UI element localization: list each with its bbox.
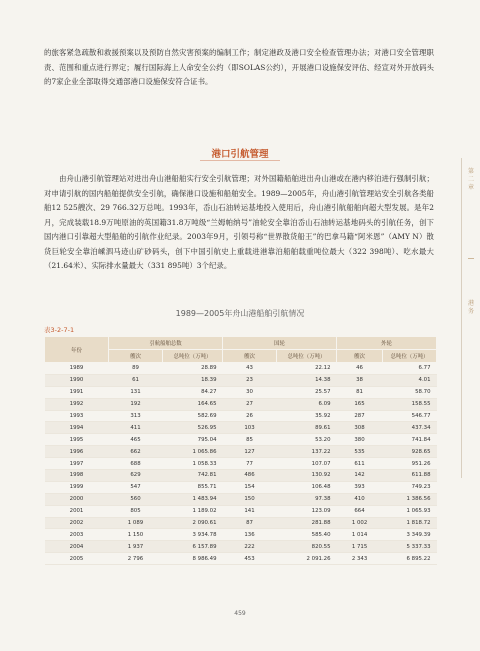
year-cell: 1999: [45, 481, 109, 493]
section-title-rule: [200, 160, 280, 161]
table-cell: 6 157.89: [163, 541, 223, 553]
table-cell: 546.77: [383, 410, 437, 422]
table-cell: 137.22: [277, 446, 337, 458]
table-cell: 526.95: [163, 422, 223, 434]
table-cell: 2 343: [337, 553, 383, 565]
table-cell: 127: [223, 446, 277, 458]
table-cell: 287: [337, 410, 383, 422]
table-cell: 23: [223, 374, 277, 386]
table-title: 1989—2005年舟山港船舶引航情况: [175, 309, 305, 318]
year-cell: 2001: [45, 505, 109, 517]
table-cell: 2 090.61: [163, 517, 223, 529]
table-cell: 154: [223, 481, 277, 493]
table-row: [45, 386, 437, 398]
table-cell: 165: [337, 398, 383, 410]
table-row: [45, 363, 437, 375]
table-cell: 1 483.94: [163, 493, 223, 505]
table-cell: 130.92: [277, 470, 337, 482]
column-header: 总吨位（万吨）: [277, 350, 337, 363]
year-cell: 1989: [45, 363, 109, 375]
table-cell: 25.57: [277, 386, 337, 398]
side-tab-divider: [468, 258, 474, 259]
table-cell: 18.39: [163, 374, 223, 386]
table-row: [45, 458, 437, 470]
side-tab-chapter: 第二章: [467, 168, 474, 191]
table-cell: 313: [109, 410, 163, 422]
table-cell: 1 189.02: [163, 505, 223, 517]
table-cell: 795.04: [163, 434, 223, 446]
column-header: 艘次: [337, 350, 383, 363]
table-cell: 136: [223, 529, 277, 541]
year-cell: 1996: [45, 446, 109, 458]
table-cell: 28.89: [163, 363, 223, 375]
column-header: 艘次: [223, 350, 277, 363]
table-cell: 14.38: [277, 374, 337, 386]
table-cell: 6.77: [383, 363, 437, 375]
table-row: [45, 434, 437, 446]
table-cell: 89: [109, 363, 163, 375]
table-cell: 308: [337, 422, 383, 434]
year-cell: 2002: [45, 517, 109, 529]
section-title: 港口引航管理: [211, 149, 269, 160]
table-cell: 27: [223, 398, 277, 410]
table-cell: 77: [223, 458, 277, 470]
table-code: 表3-2-7-1: [44, 326, 75, 334]
table-cell: 22.12: [277, 363, 337, 375]
table-cell: 87: [223, 517, 277, 529]
table-cell: 664: [337, 505, 383, 517]
table-cell: 820.55: [277, 541, 337, 553]
table-cell: 3 934.78: [163, 529, 223, 541]
year-cell: 1997: [45, 458, 109, 470]
table-cell: 1 014: [337, 529, 383, 541]
year-cell: 2000: [45, 493, 109, 505]
table-row: [45, 422, 437, 434]
table-row: [45, 470, 437, 482]
table-cell: 103: [223, 422, 277, 434]
total-group-header: 引航船舶总数: [109, 337, 223, 350]
table-cell: 1 150: [109, 529, 163, 541]
table-cell: 1 058.33: [163, 458, 223, 470]
table-cell: 97.38: [277, 493, 337, 505]
table-cell: 1 715: [337, 541, 383, 553]
table-cell: 2 796: [109, 553, 163, 565]
year-cell: 1998: [45, 470, 109, 482]
year-cell: 1995: [45, 434, 109, 446]
table-cell: 43: [223, 363, 277, 375]
table-cell: 106.48: [277, 481, 337, 493]
table-cell: 453: [223, 553, 277, 565]
table-cell: 437.34: [383, 422, 437, 434]
table-cell: 192: [109, 398, 163, 410]
year-cell: 2005: [45, 553, 109, 565]
table-cell: 3 349.39: [383, 529, 437, 541]
table-cell: 35.92: [277, 410, 337, 422]
table-cell: 6.09: [277, 398, 337, 410]
table-cell: 1 089: [109, 517, 163, 529]
table-row: [45, 398, 437, 410]
table-cell: 547: [109, 481, 163, 493]
table-cell: 150: [223, 493, 277, 505]
table-row: [45, 446, 437, 458]
table-row: [45, 553, 437, 565]
table-cell: 1 065.93: [383, 505, 437, 517]
table-cell: 629: [109, 470, 163, 482]
table-cell: 855.71: [163, 481, 223, 493]
table-cell: 61: [109, 374, 163, 386]
table-cell: 164.65: [163, 398, 223, 410]
table-cell: 5 337.33: [383, 541, 437, 553]
table-cell: 742.81: [163, 470, 223, 482]
table-cell: 123.09: [277, 505, 337, 517]
table-cell: 2 091.26: [277, 553, 337, 565]
table-cell: 142: [337, 470, 383, 482]
table-cell: 582.69: [163, 410, 223, 422]
year-cell: 1990: [45, 374, 109, 386]
foreign-group-header: 外轮: [337, 337, 437, 350]
column-header: 总吨位（万吨）: [163, 350, 223, 363]
table-cell: 393: [337, 481, 383, 493]
table-cell: 951.26: [383, 458, 437, 470]
column-header: 总吨位（万吨）: [383, 350, 437, 363]
table-cell: 662: [109, 446, 163, 458]
table-cell: 53.20: [277, 434, 337, 446]
table-cell: 1 002: [337, 517, 383, 529]
table-cell: 411: [109, 422, 163, 434]
table-cell: 749.23: [383, 481, 437, 493]
domestic-group-header: 国轮: [223, 337, 337, 350]
year-header: 年份: [45, 337, 109, 363]
table-cell: 410: [337, 493, 383, 505]
table-row: [45, 517, 437, 529]
table-body: [45, 363, 437, 565]
year-cell: 2003: [45, 529, 109, 541]
table-cell: 1 937: [109, 541, 163, 553]
table-cell: 1 065.86: [163, 446, 223, 458]
table-cell: 560: [109, 493, 163, 505]
table-cell: 611.88: [383, 470, 437, 482]
table-cell: 380: [337, 434, 383, 446]
table-cell: 6 895.22: [383, 553, 437, 565]
table-cell: 30: [223, 386, 277, 398]
table-cell: 465: [109, 434, 163, 446]
table-cell: 26: [223, 410, 277, 422]
table-cell: 688: [109, 458, 163, 470]
table-row: [45, 374, 437, 386]
table-row: [45, 541, 437, 553]
table-cell: 585.40: [277, 529, 337, 541]
table-cell: 1 386.56: [383, 493, 437, 505]
table-cell: 741.84: [383, 434, 437, 446]
table-cell: 4.01: [383, 374, 437, 386]
table-row: [45, 529, 437, 541]
table-row: [45, 505, 437, 517]
year-cell: 1994: [45, 422, 109, 434]
table-cell: 805: [109, 505, 163, 517]
table-cell: 141: [223, 505, 277, 517]
table-cell: 928.65: [383, 446, 437, 458]
table-cell: 486: [223, 470, 277, 482]
column-header: 艘次: [109, 350, 163, 363]
table-cell: 158.55: [383, 398, 437, 410]
table-cell: 281.88: [277, 517, 337, 529]
table-cell: 535: [337, 446, 383, 458]
year-cell: 2004: [45, 541, 109, 553]
table-cell: 1 818.72: [383, 517, 437, 529]
table-cell: 131: [109, 386, 163, 398]
table-cell: 89.61: [277, 422, 337, 434]
table-cell: 611: [337, 458, 383, 470]
table-cell: 8 986.49: [163, 553, 223, 565]
table-cell: 58.70: [383, 386, 437, 398]
pilotage-table: [44, 336, 437, 565]
page-number: 459: [234, 610, 246, 617]
body-paragraph: 由舟山港引航管理站对进出舟山港船舶实行安全引航管理；对外国籍船舶进出舟山港或在港内移泊进行强制引航；对申请引航的国内船舶提供安全引航，确保港口设施和船舶安全。1989—2005年，舟山港引航管理站安全引航各类船舶12 525艘次、29 766.32万总吨。1993年，岙山石油转运基地投入使用后，舟山港引航船舶向超大型发展。是年2月，完成装载18.9万吨原油的英国籍31.8万吨级“兰姆帕纳号”油轮安全靠泊岙山石油转运基地码头的引航任务，创下国内港口引靠超大型船舶的引航作业纪录。2003年9月，引领号称“世界散货船王”的巴拿马籍“阿米恩”（AMY N）散货巨轮安全靠泊嵊泗马迹山矿砂码头，创下中国引航史上重载进港靠泊船舶载重吨位最大（322 398吨）、吃水最大（21.64米）、实际排水量最大（331 895吨）3个纪录。: [44, 174, 434, 270]
table-row: [45, 493, 437, 505]
table-cell: 84.27: [163, 386, 223, 398]
table-cell: 85: [223, 434, 277, 446]
intro-paragraph: 的旅客紧急疏散和救援预案以及预防自然灾害预案的编制工作；制定港政及港口安全检查管理办法；对港口安全管理职责、范围和重点进行界定；履行国际海上人命安全公约（即SOLAS公约），开展港口设施保安评估、经宣对外开放码头的7家企业全部取得交通部港口设施保安符合证书。: [44, 48, 434, 86]
table-cell: 38: [337, 374, 383, 386]
side-tab-section: 港务: [467, 300, 474, 315]
table-row: [45, 481, 437, 493]
table-row: [45, 410, 437, 422]
year-cell: 1991: [45, 386, 109, 398]
year-cell: 1993: [45, 410, 109, 422]
table-cell: 81: [337, 386, 383, 398]
table-cell: 222: [223, 541, 277, 553]
year-cell: 1992: [45, 398, 109, 410]
table-cell: 46: [337, 363, 383, 375]
table-cell: 107.07: [277, 458, 337, 470]
